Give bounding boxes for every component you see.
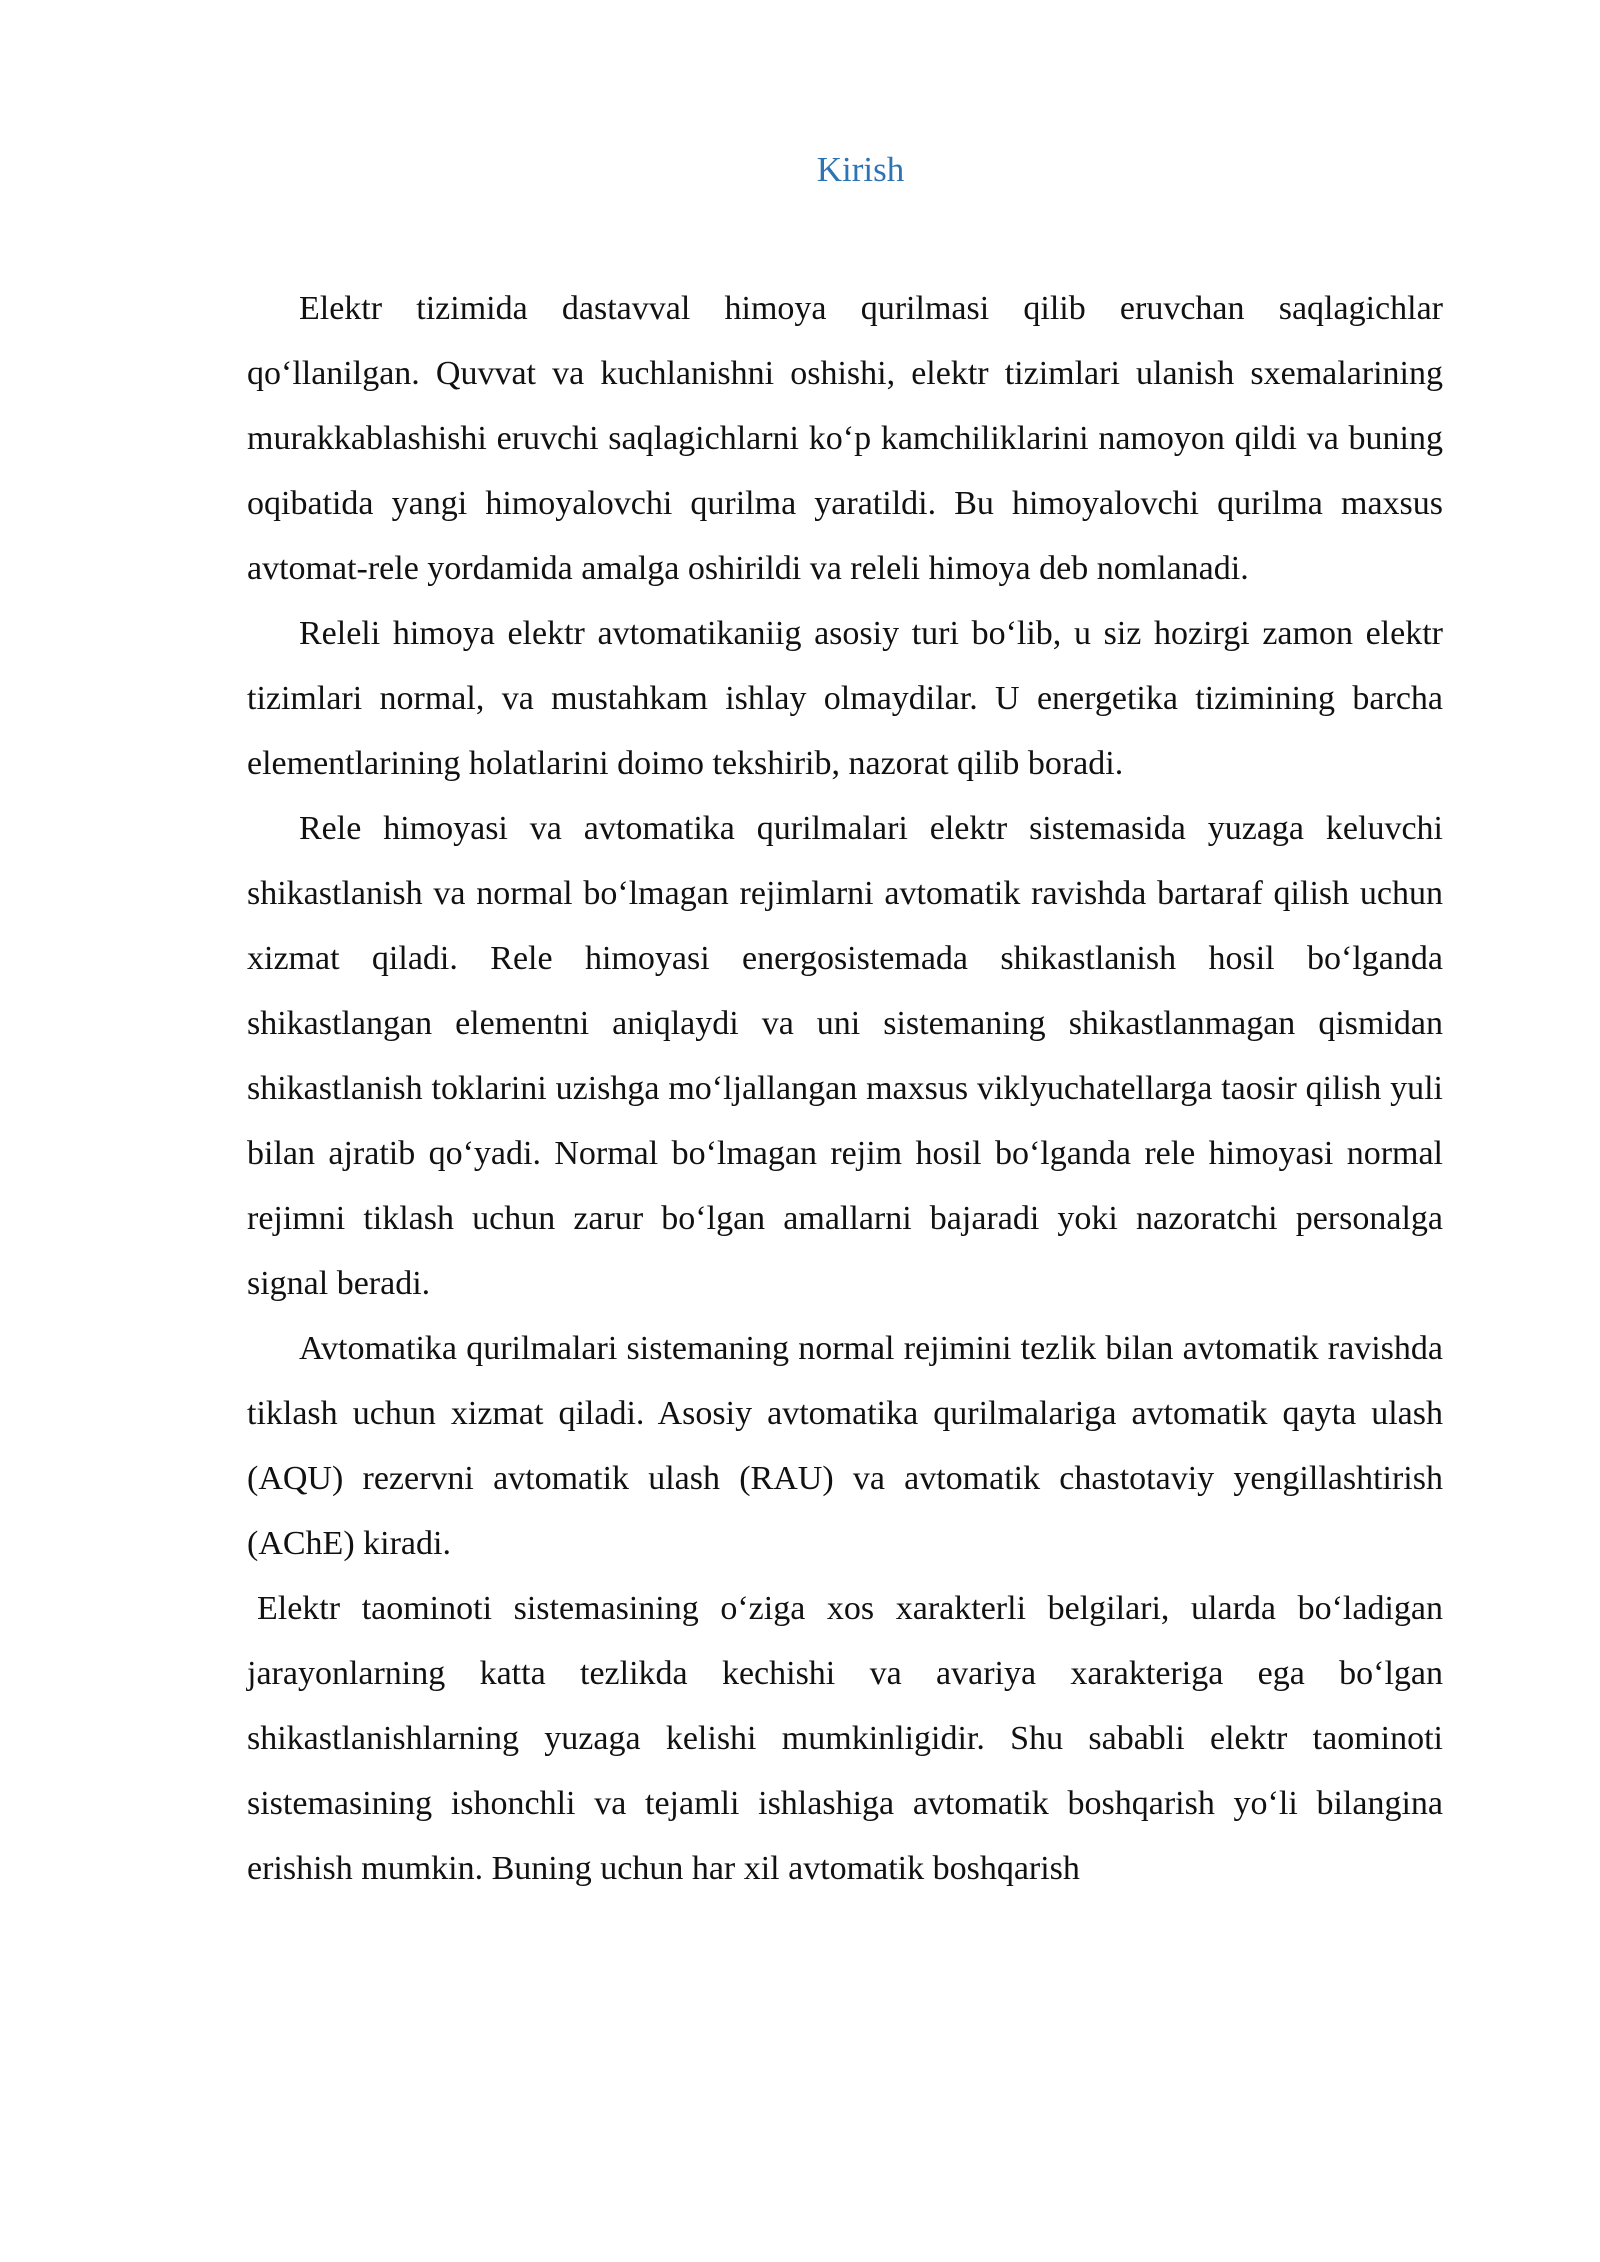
paragraph-4: Avtomatika qurilmalari sistemaning normal rejimini tezlik bilan avtomatik ravishda tiklash uchun xizmat qiladi. Asosiy avtomatika qurilmalariga avtomatik qayta ulash (AQU) rezervni avtomatik ulash (RAU) va avtomatik chastotaviy yengillashtirish (AChE) kiradi. [247, 1330, 1443, 1562]
paragraph-2: Releli himoya elektr avtomatikaniig asosiy turi bo‘lib, u siz hozirgi zamon elektr tizimlari normal, va mustahkam ishlay olmaydilar. U energetika tizimining barcha elementlarining holatlarini doimo tekshirib, nazorat qilib boradi. [247, 615, 1443, 782]
paragraph-1: Elektr tizimida dastavval himoya qurilmasi qilib eruvchan saqlagichlar qo‘llanilgan. Quvvat va kuchlanishni oshishi, elektr tizimlari ulanish sxemalarining murakkablashishi eruvchi saqlagichlarni ko‘p kamchiliklarini namoyon qildi va buning oqibatida yangi himoyalovchi qurilma yaratildi. Bu himoyalovchi qurilma maxsus avtomat-rele yordamida amalga oshirildi va releli himoya deb nomlanadi. [247, 290, 1443, 587]
document-body [247, 276, 1443, 1901]
paragraph-3: Rele himoyasi va avtomatika qurilmalari elektr sistemasida yuzaga keluvchi shikastlanish va normal bo‘lmagan rejimlarni avtomatik ravishda bartaraf qilish uchun xizmat qiladi. Rele himoyasi energosistemada shikastlanish hosil bo‘lganda shikastlangan elementni aniqlaydi va uni sistemaning shikastlanmagan qismidan shikastlanish toklarini uzishga mo‘ljallangan maxsus viklyuchatellarga taosir qilish yuli bilan ajratib qo‘yadi. Normal bo‘lmagan rejim hosil bo‘lganda rele himoyasi normal rejimni tiklash uchun zarur bo‘lgan amallarni bajaradi yoki nazoratchi personalga signal beradi. [247, 810, 1443, 1302]
paragraph-5: Elektr taominoti sistemasining o‘ziga xos xarakterli belgilari, ularda bo‘ladigan jarayonlarning katta tezlikda kechishi va avariya xarakteriga ega bo‘lgan shikastlanishlarning yuzaga kelishi mumkinligidir. Shu sababli elektr taominoti sistemasining ishonchli va tejamli ishlashiga avtomatik boshqarish yo‘li bilangina erishish mumkin. Buning uchun har xil avtomatik boshqarish [247, 1590, 1443, 1887]
page-title: Kirish [816, 150, 905, 189]
